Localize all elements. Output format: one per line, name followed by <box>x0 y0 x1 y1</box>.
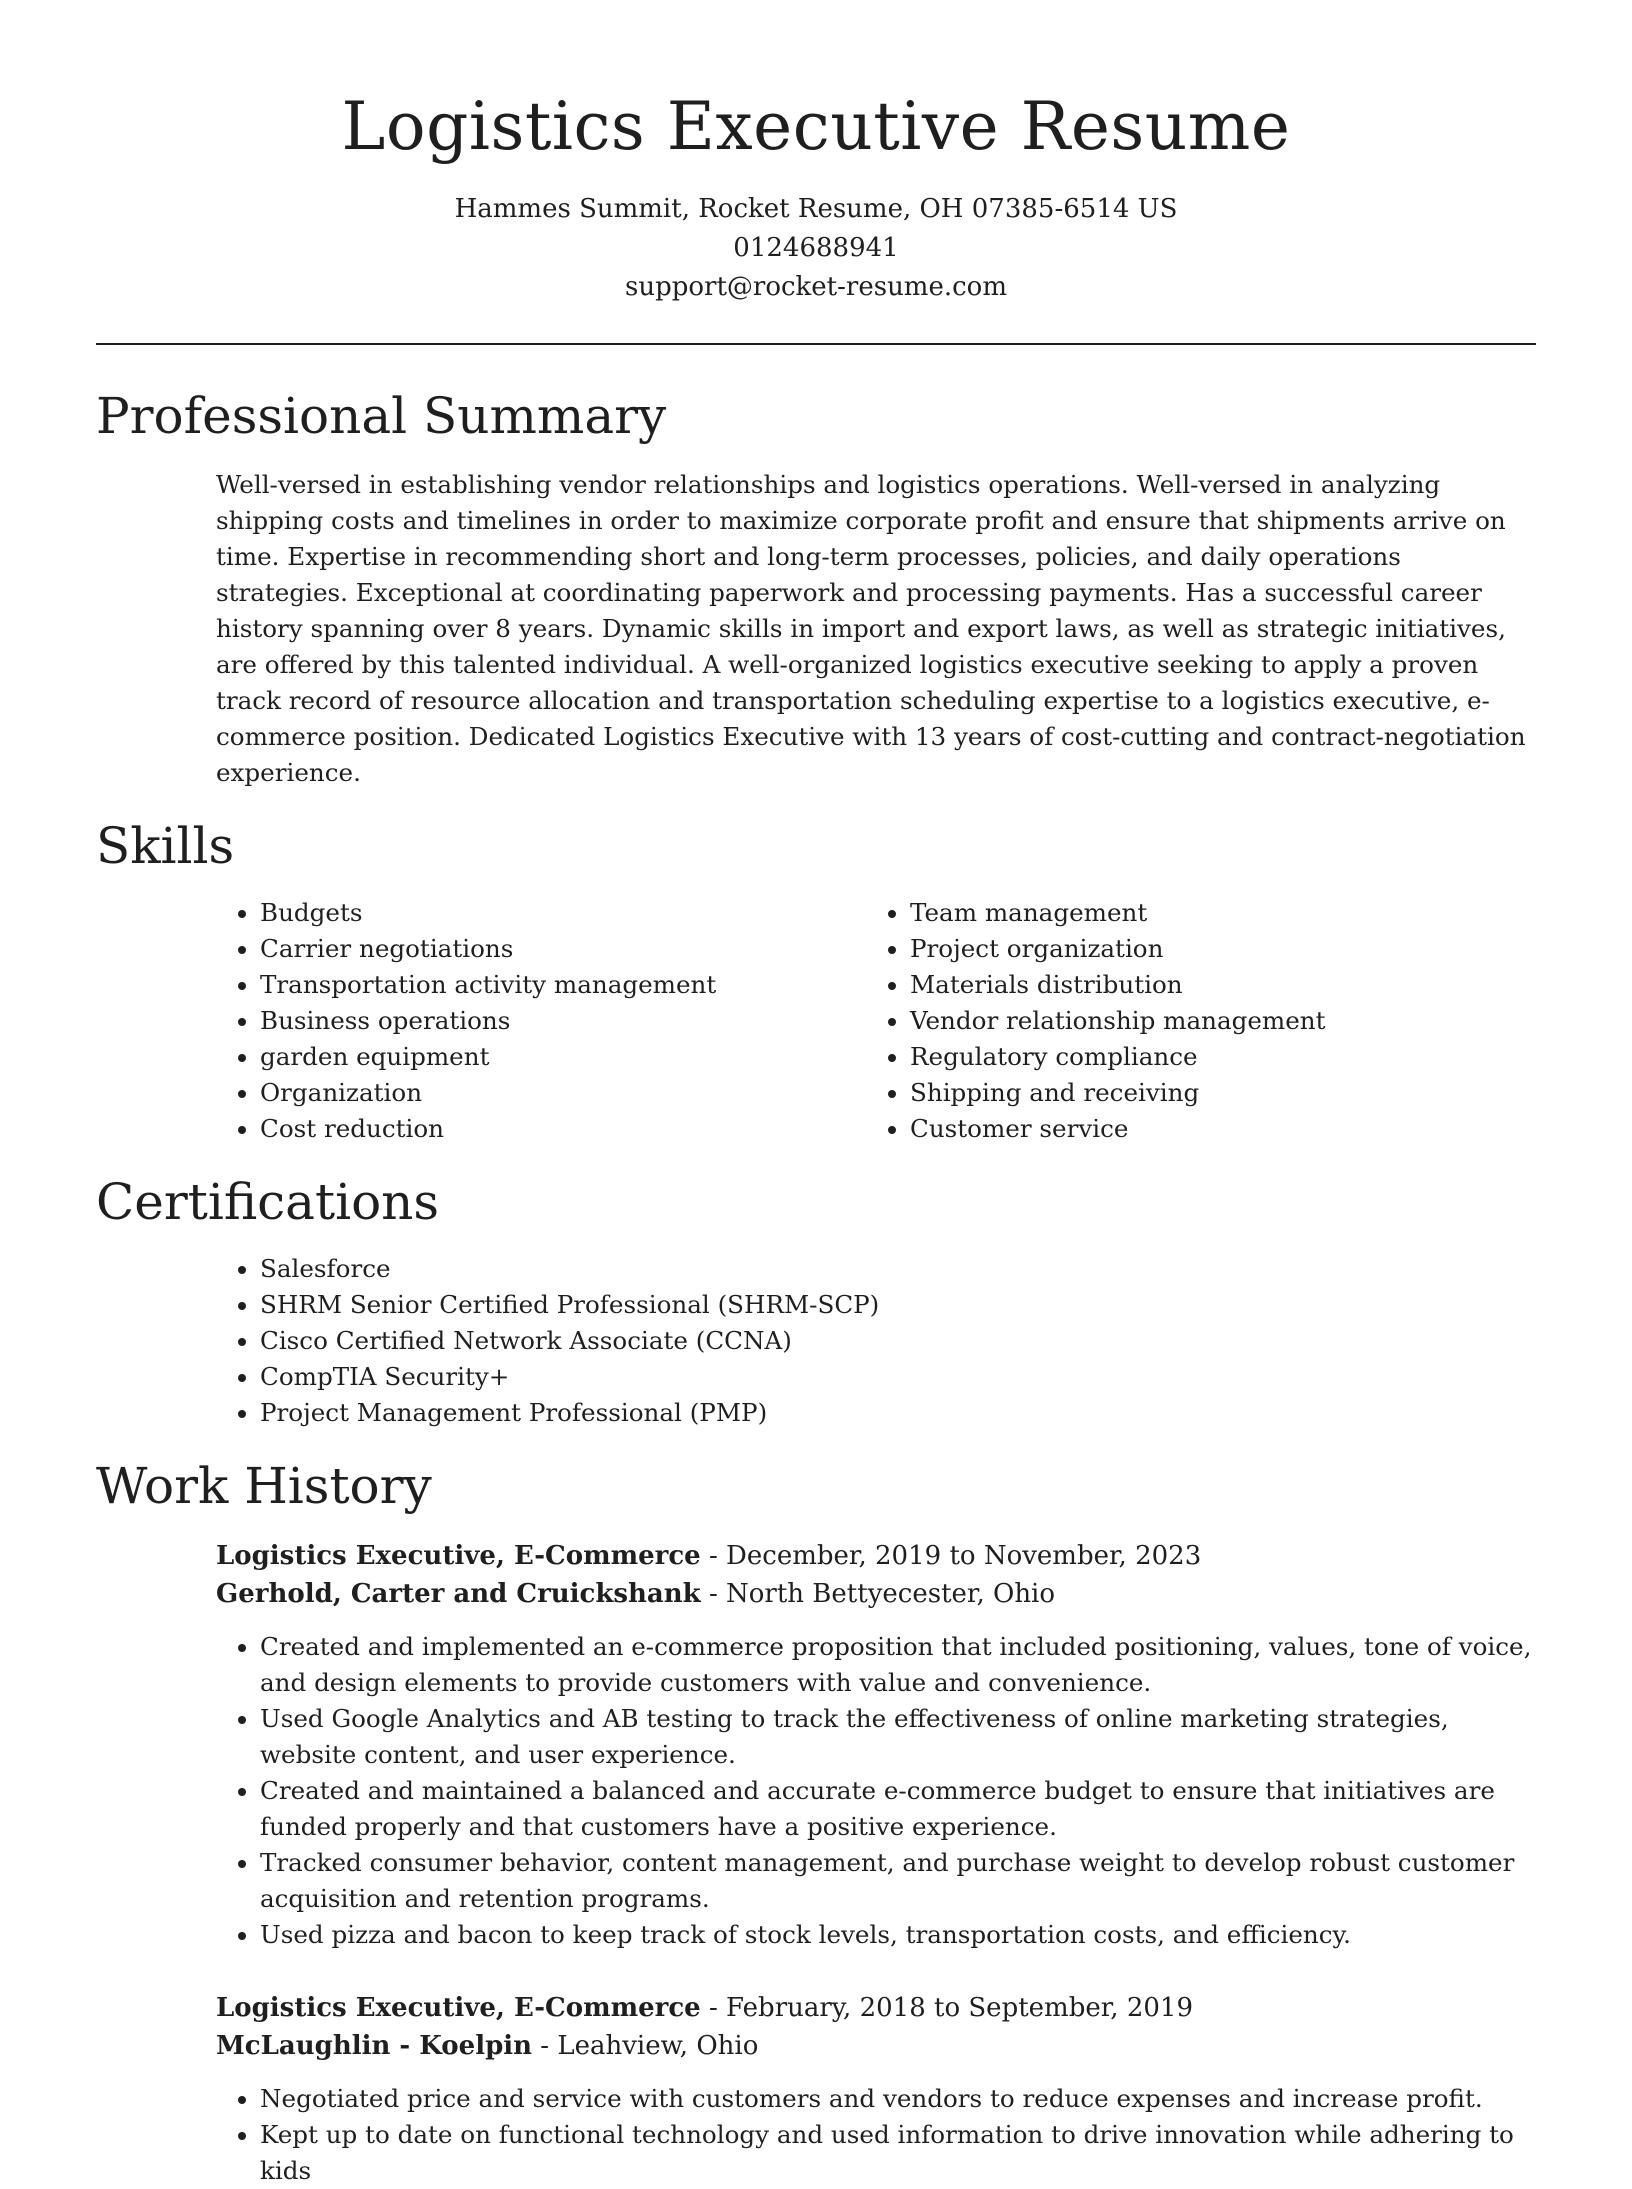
job-title-line <box>216 1537 1536 1575</box>
job-duties <box>216 1629 1536 1953</box>
skill-item: • Customer service <box>910 1111 1516 1147</box>
resume-title: Logistics Executive Resume <box>341 88 1291 165</box>
job-dates: - February, 2018 to September, 2019 <box>700 1993 1193 2023</box>
job-entry <box>216 1537 1536 1953</box>
duty-item: • Created and maintained a balanced and accurate e-commerce budget to ensure that initiatives are funded properly and that customers have a positive experience. <box>260 1773 1536 1845</box>
job-company: Gerhold, Carter and Cruickshank <box>216 1579 701 1609</box>
summary-text: Well-versed in establishing vendor relationships and logistics operations. Well-versed in analyzing shipping costs and timelines in order to maximize corporate profit and ensure that shipments arrive on time. Expertise in recommending short and long-term processes, policies, and daily operations strategies. Exceptional at coordinating paperwork and processing payments. Has a successful career history spanning over 8 years. Dynamic skills in import and export laws, as well as strategic initiatives, are offered by this talented individual. A well-organized logistics executive seeking to apply a proven track record of resource allocation and transportation scheduling expertise to a logistics executive, e-commerce position. Dedicated Logistics Executive with 13 years of cost-cutting and contract-negotiation experience. <box>216 470 1526 787</box>
certifications-section <box>96 1171 1536 1431</box>
job-entry <box>216 1989 1536 2189</box>
skill-item: • Vendor relationship management <box>910 1003 1516 1039</box>
work-history-section <box>96 1455 1536 2189</box>
duty-item: • Negotiated price and service with customers and vendors to reduce expenses and increase profit. <box>260 2081 1536 2117</box>
certification-item: • SHRM Senior Certified Professional (SHRM-SCP) <box>260 1287 1536 1323</box>
job-title: Logistics Executive, E-Commerce <box>216 1993 701 2023</box>
skill-item: • Project organization <box>910 931 1516 967</box>
summary-heading: Professional Summary <box>96 387 667 445</box>
job-dates: - December, 2019 to November, 2023 <box>700 1541 1202 1571</box>
skills-section <box>96 815 1536 1147</box>
skill-item: • Budgets <box>260 895 866 931</box>
skill-item: • Shipping and receiving <box>910 1075 1516 1111</box>
skills-list-right <box>866 895 1516 1147</box>
contact-info <box>96 190 1536 307</box>
phone: 0124688941 <box>733 233 899 263</box>
work-history-heading: Work History <box>96 1457 432 1515</box>
certifications-heading: Certifications <box>96 1173 440 1231</box>
job-company: McLaughlin - Koelpin <box>216 2031 533 2061</box>
skill-item: • Carrier negotiations <box>260 931 866 967</box>
address: Hammes Summit, Rocket Resume, OH 07385-6514 US <box>454 194 1178 224</box>
skill-item: • garden equipment <box>260 1039 866 1075</box>
certification-item: • Project Management Professional (PMP) <box>260 1395 1536 1431</box>
certifications-list <box>216 1251 1536 1431</box>
job-duties <box>216 2081 1536 2189</box>
duty-item: • Used Google Analytics and AB testing to track the effectiveness of online marketing strategies, website content, and user experience. <box>260 1701 1536 1773</box>
skill-item: • Organization <box>260 1075 866 1111</box>
skill-item: • Regulatory compliance <box>910 1039 1516 1075</box>
job-location: - Leahview, Ohio <box>532 2031 759 2061</box>
resume-header <box>96 0 1536 307</box>
duty-item: • Kept up to date on functional technology and used information to drive innovation while adhering to kids <box>260 2117 1536 2189</box>
skill-item: • Team management <box>910 895 1516 931</box>
skills-columns <box>216 895 1536 1147</box>
email: support@rocket-resume.com <box>624 272 1007 302</box>
resume-page <box>96 0 1536 2189</box>
job-location: - North Bettyecester, Ohio <box>700 1579 1056 1609</box>
skill-item: • Materials distribution <box>910 967 1516 1003</box>
job-company-line <box>216 1575 1536 1613</box>
job-company-line <box>216 2027 1536 2065</box>
header-divider <box>96 343 1536 345</box>
skill-item: • Business operations <box>260 1003 866 1039</box>
skills-list-left <box>216 895 866 1147</box>
skill-item: • Transportation activity management <box>260 967 866 1003</box>
job-title-line <box>216 1989 1536 2027</box>
certification-item: • CompTIA Security+ <box>260 1359 1536 1395</box>
certification-item: • Salesforce <box>260 1251 1536 1287</box>
duty-item: • Tracked consumer behavior, content management, and purchase weight to develop robust customer acquisition and retention programs. <box>260 1845 1536 1917</box>
certification-item: • Cisco Certified Network Associate (CCNA) <box>260 1323 1536 1359</box>
skill-item: • Cost reduction <box>260 1111 866 1147</box>
job-title: Logistics Executive, E-Commerce <box>216 1541 701 1571</box>
summary-section <box>96 385 1536 791</box>
duty-item: • Used pizza and bacon to keep track of stock levels, transportation costs, and efficiency. <box>260 1917 1536 1953</box>
duty-item: • Created and implemented an e-commerce proposition that included positioning, values, tone of voice, and design elements to provide customers with value and convenience. <box>260 1629 1536 1701</box>
skills-heading: Skills <box>96 817 235 875</box>
